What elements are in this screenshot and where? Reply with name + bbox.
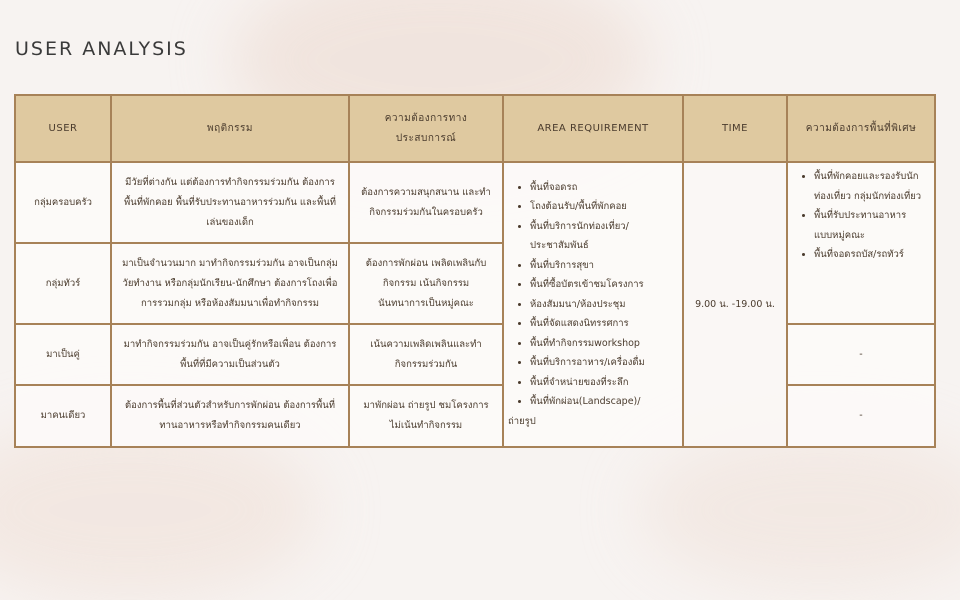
- list-item: • พื้นที่ทำกิจกรรมworkshop: [530, 334, 672, 354]
- list-item: • พื้นที่จอดรถบัส/รถทัวร์: [814, 245, 924, 265]
- user-cell: กลุ่มครอบครัว: [15, 162, 111, 243]
- area-requirement-tail: ถ่ายรูป: [508, 415, 536, 427]
- header-time: TIME: [683, 95, 787, 162]
- list-item: • พื้นที่พักผ่อน(Landscape)/: [530, 392, 672, 412]
- user-cell: กลุ่มทัวร์: [15, 243, 111, 324]
- list-item: • พื้นที่จอดรถ: [530, 178, 672, 198]
- list-item: • พื้นที่บริการนักท่องเที่ยว/ประชาสัมพันธ์: [530, 217, 672, 256]
- area-requirement-list: [514, 178, 672, 412]
- experience-cell: ต้องการความสนุกสนาน และทำกิจกรรมร่วมกันในครอบครัว: [349, 162, 503, 243]
- special-area-cell: -: [787, 324, 935, 385]
- list-item: • พื้นที่รับประทานอาหารแบบหมู่คณะ: [814, 206, 924, 245]
- behavior-cell: มีวัยที่ต่างกัน แต่ต้องการทำกิจกรรมร่วมกัน ต้องการพื้นที่พักคอย พื้นที่รับประทานอาหารร่วมกัน และพื้นที่เล่นของเด็ก: [111, 162, 349, 243]
- experience-cell: ต้องการพักผ่อน เพลิดเพลินกับกิจกรรม เน้นกิจกรรมนันทนาการเป็นหมู่คณะ: [349, 243, 503, 324]
- header-special-area: ความต้องการพื้นที่พิเศษ: [787, 95, 935, 162]
- table-row: [15, 324, 935, 385]
- list-item: • ห้องสัมมนา/ห้องประชุม: [530, 295, 672, 315]
- area-requirement-cell: [503, 162, 683, 447]
- special-area-cell: [787, 162, 935, 324]
- special-area-list: [798, 167, 924, 265]
- table-row: [15, 385, 935, 447]
- page-title: USER ANALYSIS: [15, 38, 188, 60]
- time-cell: 9.00 น. -19.00 น.: [683, 162, 787, 447]
- header-behavior: พฤติกรรม: [111, 95, 349, 162]
- table-header-row: [15, 95, 935, 162]
- table-row: [15, 162, 935, 243]
- header-experience: ความต้องการทางประสบการณ์: [349, 95, 503, 162]
- list-item: • พื้นที่บริการอาหาร/เครื่องดื่ม: [530, 353, 672, 373]
- special-area-cell: -: [787, 385, 935, 447]
- experience-cell: มาพักผ่อน ถ่ายรูป ชมโครงการ ไม่เน้นทำกิจกรรม: [349, 385, 503, 447]
- list-item: • พื้นที่จำหน่ายของที่ระลึก: [530, 373, 672, 393]
- behavior-cell: มาเป็นจำนวนมาก มาทำกิจกรรมร่วมกัน อาจเป็นกลุ่มวัยทำงาน หรือกลุ่มนักเรียน-นักศึกษา ต้องการโถงเพื่อการรวมกลุ่ม หรือห้องสัมมนาเพื่อทำกิจกรรม: [111, 243, 349, 324]
- list-item: • พื้นที่ซื้อบัตรเข้าชมโครงการ: [530, 275, 672, 295]
- header-user: USER: [15, 95, 111, 162]
- user-cell: มาคนเดียว: [15, 385, 111, 447]
- background-texture: [640, 430, 960, 590]
- list-item: • พื้นที่จัดแสดงนิทรรศการ: [530, 314, 672, 334]
- behavior-cell: มาทำกิจกรรมร่วมกัน อาจเป็นคู่รักหรือเพื่อน ต้องการพื้นที่ที่มีความเป็นส่วนตัว: [111, 324, 349, 385]
- list-item: • โถงต้อนรับ/พื้นที่พักคอย: [530, 197, 672, 217]
- user-analysis-table: [14, 94, 936, 448]
- list-item: • พื้นที่บริการสุขา: [530, 256, 672, 276]
- list-item: • พื้นที่พักคอยและรองรับนักท่องเที่ยว กลุ่มนักท่องเที่ยว: [814, 167, 924, 206]
- header-area-requirement: AREA REQUIREMENT: [503, 95, 683, 162]
- experience-cell: เน้นความเพลิดเพลินและทำกิจกรรมร่วมกัน: [349, 324, 503, 385]
- user-cell: มาเป็นคู่: [15, 324, 111, 385]
- behavior-cell: ต้องการพื้นที่ส่วนตัวสำหรับการพักผ่อน ต้องการพื้นที่ทานอาหารหรือทำกิจกรรมคนเดียว: [111, 385, 349, 447]
